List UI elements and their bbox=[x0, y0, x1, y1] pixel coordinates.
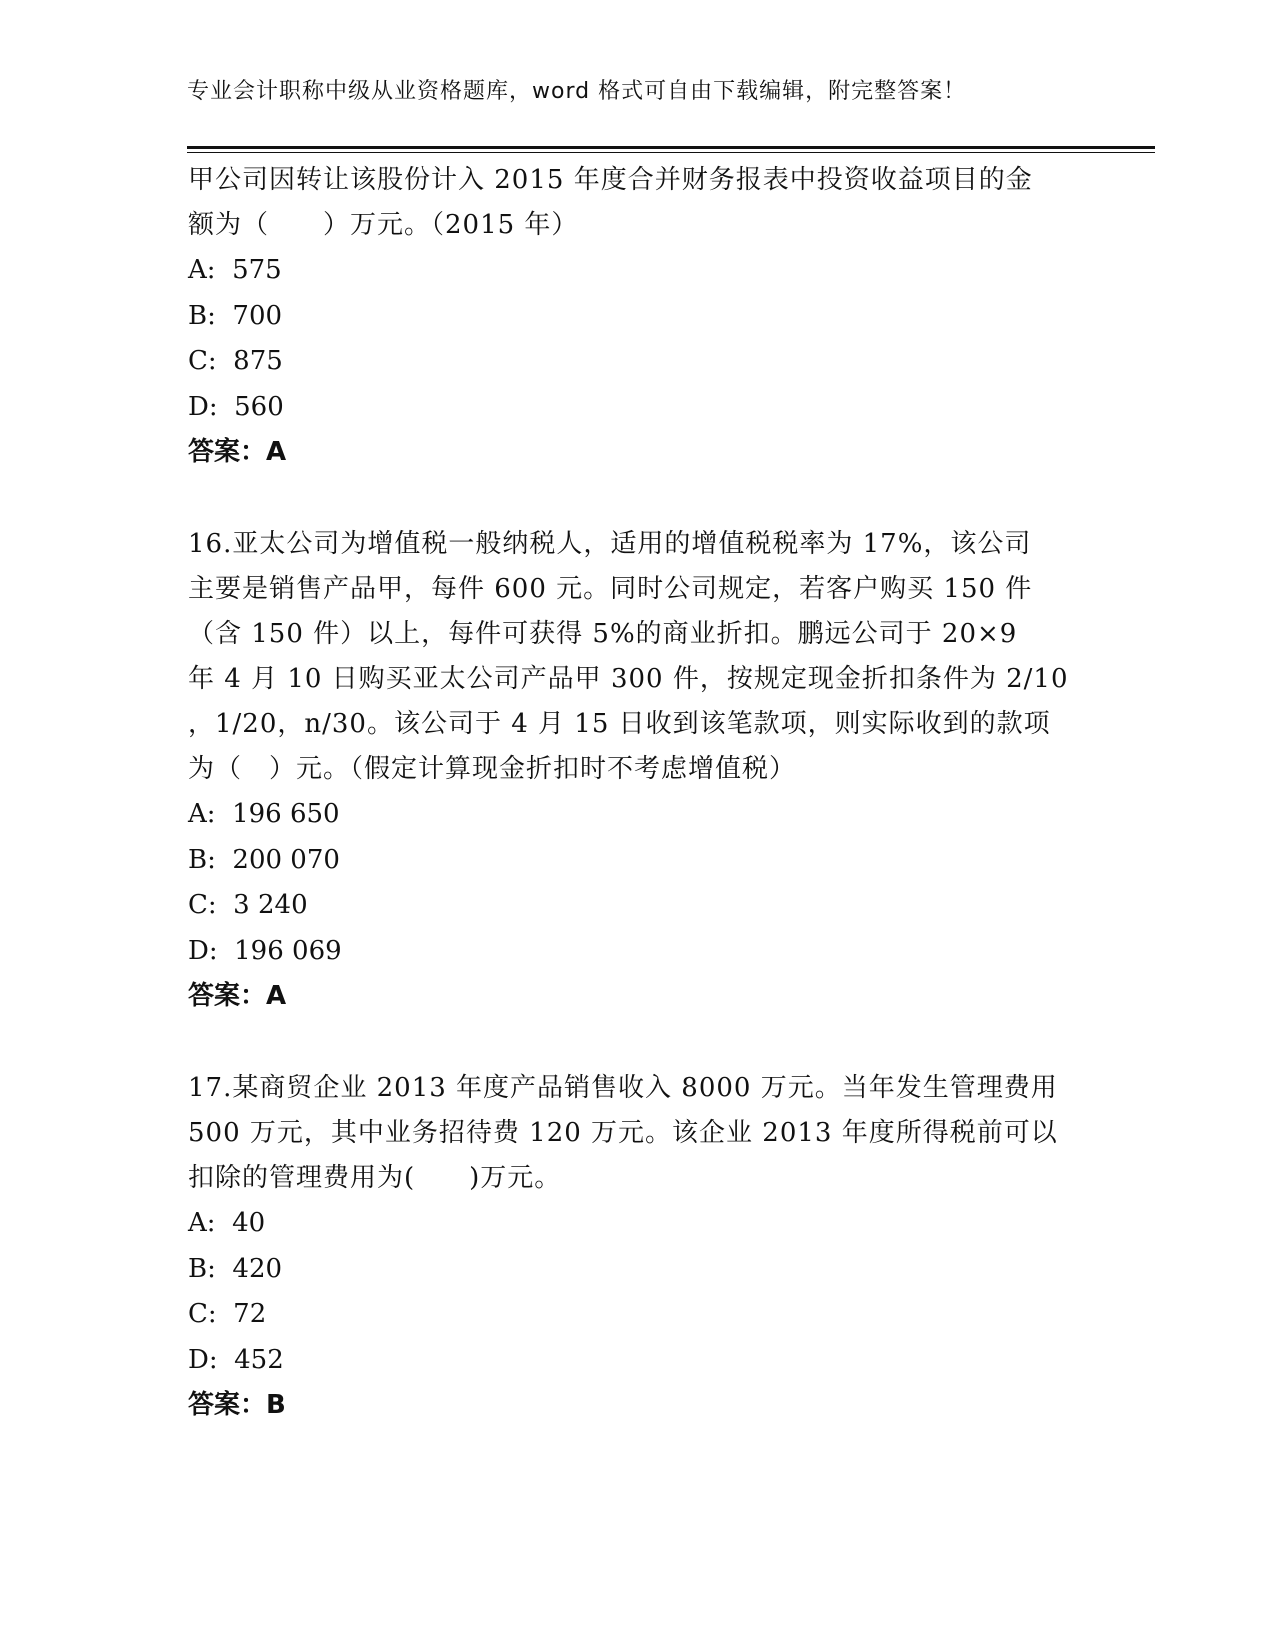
option-c: C: 72 bbox=[188, 1299, 267, 1329]
spacer bbox=[188, 1019, 1088, 1066]
option-b: B: 420 bbox=[188, 1253, 283, 1284]
question-text-line: 500 万元，其中业务招待费 120 万元。该企业 2013 年度所得税前可以 bbox=[188, 1118, 1058, 1148]
option-c: C: 3 240 bbox=[188, 890, 308, 920]
question-text-line: 主要是销售产品甲，每件 600 元。同时公司规定，若客户购买 150 件 bbox=[188, 574, 1033, 604]
question-text-line: 额为（ ）万元。（2015 年） bbox=[188, 210, 579, 240]
option-d: D: 196 069 bbox=[188, 935, 342, 966]
option-b: B: 200 070 bbox=[188, 844, 340, 875]
question-text-line: 扣除的管理费用为( )万元。 bbox=[188, 1163, 562, 1193]
question-text-line: 甲公司因转让该股份计入 2015 年度合并财务报表中投资收益项目的金 bbox=[188, 165, 1033, 195]
option-d: D: 560 bbox=[188, 391, 284, 422]
question-text-line: ，1/20，n/30。该公司于 4 月 15 日收到该笔款项，则实际收到的款项 bbox=[188, 709, 1051, 739]
option-c: C: 875 bbox=[188, 346, 283, 376]
page-header: 专业会计职称中级从业资格题库，word 格式可自由下载编辑，附完整答案！ bbox=[187, 79, 967, 104]
question-text-line: （含 150 件）以上，每件可获得 5%的商业折扣。鹏远公司于 20×9 bbox=[188, 619, 1018, 649]
question-text-line: 年 4 月 10 日购买亚太公司产品甲 300 件，按规定现金折扣条件为 2/10 bbox=[188, 664, 1069, 694]
option-a: A: 40 bbox=[188, 1208, 266, 1238]
option-b: B: 700 bbox=[188, 300, 283, 331]
question-16 bbox=[188, 522, 1088, 1019]
question-17 bbox=[188, 1066, 1088, 1428]
question-text-line: 为（ ）元。（假定计算现金折扣时不考虑增值税） bbox=[188, 754, 797, 784]
question-list bbox=[188, 158, 1088, 1428]
header-rule-thin bbox=[187, 152, 1155, 153]
question-text-line: 16.亚太公司为增值税一般纳税人，适用的增值税税率为 17%，该公司 bbox=[188, 529, 1032, 559]
question-15 bbox=[188, 158, 1088, 475]
option-d: D: 452 bbox=[188, 1344, 284, 1375]
header-rule-thick bbox=[187, 146, 1155, 149]
answer-label: 答案：B bbox=[188, 1390, 286, 1420]
option-a: A: 575 bbox=[188, 255, 282, 285]
question-text-line: 17.某商贸企业 2013 年度产品销售收入 8000 万元。当年发生管理费用 bbox=[188, 1073, 1058, 1103]
option-a: A: 196 650 bbox=[188, 799, 340, 829]
answer-label: 答案：A bbox=[188, 981, 287, 1011]
spacer bbox=[188, 475, 1088, 522]
answer-label: 答案：A bbox=[188, 437, 287, 467]
